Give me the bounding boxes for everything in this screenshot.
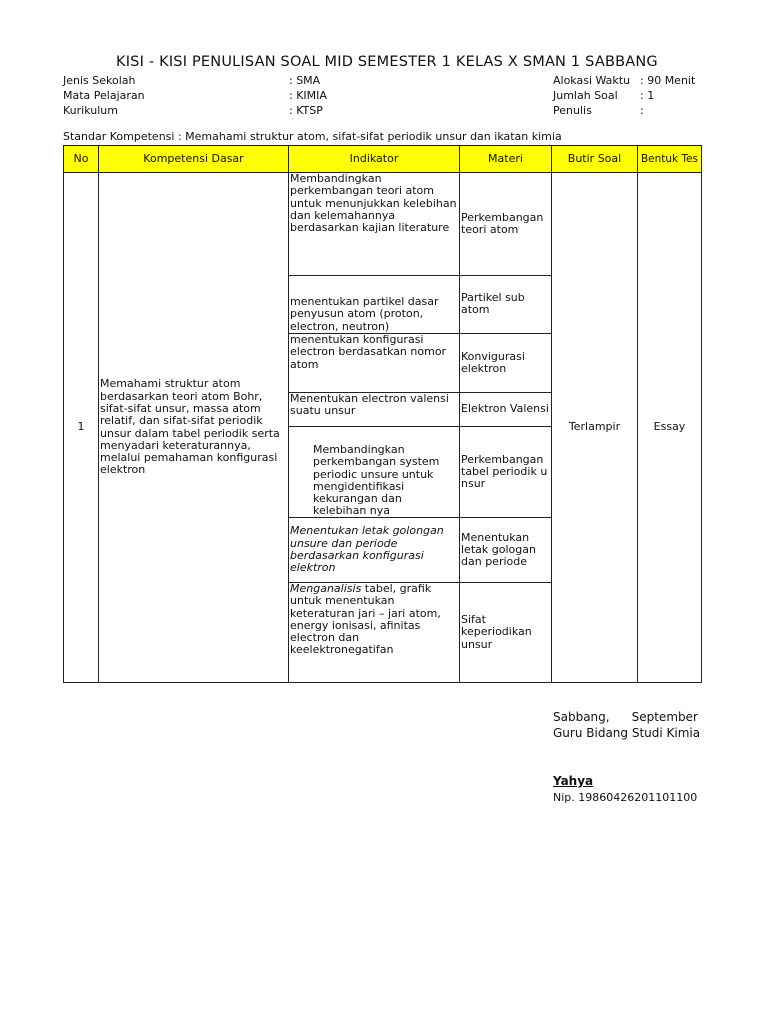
meta-kurikulum-label: Kurikulum [63,104,118,117]
materi-row-3-text: Konvigurasi elektron [461,349,525,375]
meta-jumlah-soal-value: : 1 [640,89,655,102]
meta-jenis-sekolah-value: : SMA [289,74,321,87]
signature-role: Guru Bidang Studi Kimia [553,726,701,740]
meta-alokasi-waktu-label: Alokasi Waktu [553,74,631,87]
cell-bentuk-tes: Essay [637,172,702,683]
header-butir-soal: Butir Soal [551,145,638,173]
header-bentuk-tes: Bentuk Tes [637,145,702,173]
signature-nip: Nip. 19860426201101100 [553,791,698,804]
standar-kompetensi: Standar Kompetensi : Memahami struktur atom, sifat-sifat periodik unsur dan ikatan kimia [63,130,562,143]
materi-row-7 [459,582,552,683]
header-materi: Materi [459,145,552,173]
meta-mata-pelajaran-value: : KIMIA [289,89,327,102]
materi-row-5-text: Perkembangan tabel periodik unsur [461,452,548,491]
cell-kompetensi-dasar [98,172,289,683]
materi-row-7-text: Sifat keperiodikan unsur [461,613,532,651]
meta-left [63,73,145,118]
indikator-row-6-text: Menentukan letak golongan unsure dan periode berdasarkan konfigurasi elektron [290,524,444,575]
meta-jumlah-soal-label: Jumlah Soal [553,89,618,102]
meta-penulis-value: : [640,104,644,117]
materi-row-1 [459,172,552,276]
cell-butir-soal: Terlampir [551,172,638,683]
materi-row-4-text: Elektron Valensi [461,402,549,416]
indikator-row-4: Menentukan electron valensi suatu unsur [288,392,460,427]
signature-name: Yahya [553,774,594,788]
indikator-row-7-italic: Menganalisis [290,582,362,595]
meta-mata-pelajaran-label: Mata Pelajaran [63,89,145,102]
meta-penulis-label: Penulis [553,104,592,117]
meta-kurikulum-value: : KTSP [289,104,323,117]
page-title: KISI - KISI PENULISAN SOAL MID SEMESTER 1 KELAS X SMAN 1 SABBANG [116,54,658,70]
materi-row-3 [459,333,552,393]
meta-right [553,73,630,118]
indikator-row-3: menentukan konfigurasi electron berdasatkan nomor atom [288,333,460,393]
materi-row-1-text: Perkembangan teori atom [461,210,544,236]
meta-left-values [289,73,327,118]
indikator-row-7-text: tabel, grafik untuk menentukan keteraturan jari – jari atom, energy ionisasi, afinitas electron dan keelektronegatifan [290,582,441,657]
materi-row-6 [459,517,552,583]
kompetensi-dasar-text: Memahami struktur atom berdasarkan teori atom Bohr, sifat-sifat unsur, massa atom relatif, dan sifat-sifat periodik unsur dalam tabel periodik serta menyadari keteraturannya, melalui pemahaman konfigurasi elektron [100,377,280,477]
materi-row-5 [459,426,552,518]
header-no: No [63,145,99,173]
indikator-row-6 [288,517,460,583]
cell-no: 1 [63,172,99,683]
meta-jenis-sekolah-label: Jenis Sekolah [63,74,136,87]
indikator-row-5: Membandingkan perkembangan system periodic unsure untuk mengidentifikasi kekurangan dan kelebihan nya [288,426,460,518]
indikator-row-2: menentukan partikel dasar penyusun atom (proton, electron, neutron) [288,275,460,334]
signature-place: Sabbang, [553,710,610,724]
header-indikator: Indikator [288,145,460,173]
signature-block [553,709,702,806]
signature-date: September [631,710,698,724]
signature-place-date [553,709,702,725]
materi-row-2: Partikel sub atom [459,275,552,334]
meta-right-values [640,73,702,118]
header-kompetensi-dasar: Kompetensi Dasar [98,145,289,173]
indikator-row-1: Membandingkan perkembangan teori atom untuk menunjukkan kelebihan dan kelemahannya berdasarkan kajian literature [288,172,460,276]
materi-row-6-text: Menentukan letak gologan dan periode [461,530,536,569]
materi-row-4 [459,392,552,427]
indikator-row-7 [288,582,460,683]
meta-alokasi-waktu-value: : 90 Menit [640,74,696,87]
